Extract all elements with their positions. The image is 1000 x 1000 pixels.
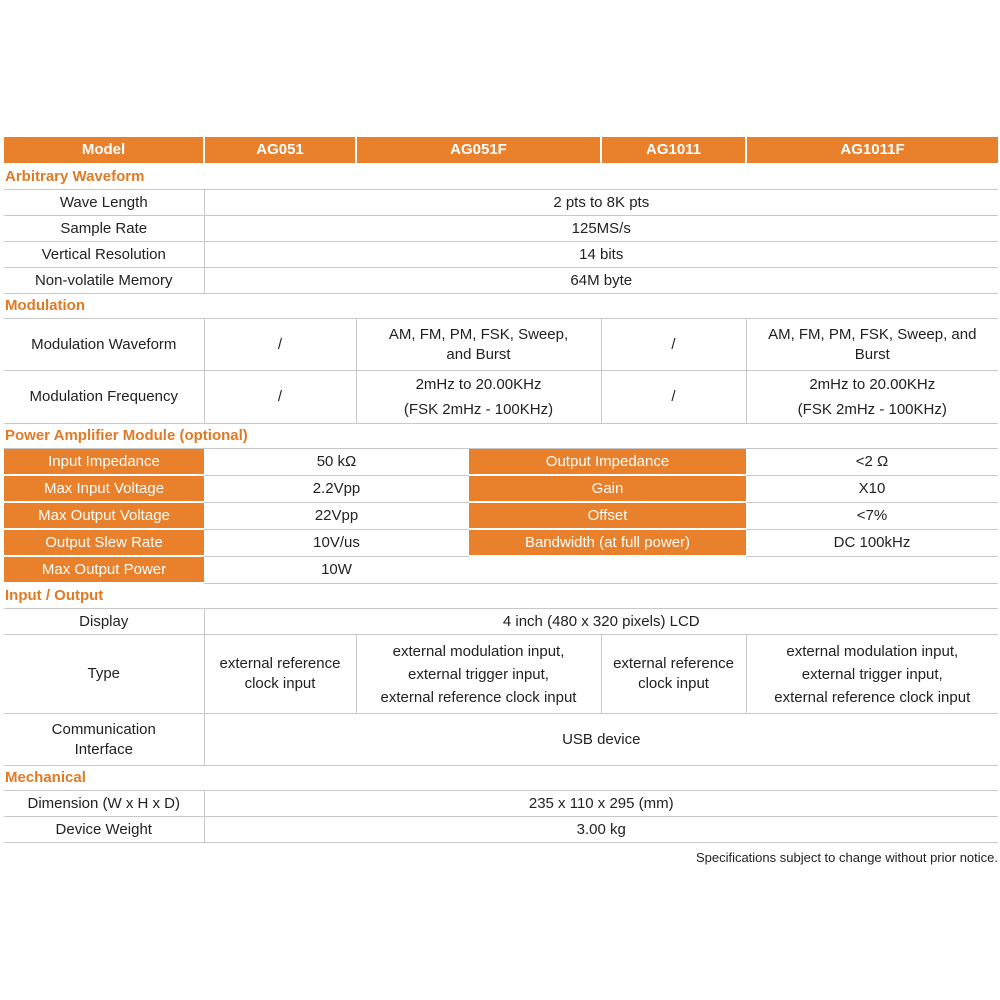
ag1011-value: /	[601, 319, 746, 371]
header-model: Model	[4, 137, 204, 164]
row-label: Modulation Waveform	[4, 319, 204, 371]
table-row	[4, 319, 998, 371]
value-line: external reference	[219, 655, 341, 672]
spec-label: Max Input Voltage	[4, 475, 204, 502]
row-label: Dimension (W x H x D)	[4, 791, 204, 817]
row-label: Modulation Frequency	[4, 371, 204, 424]
table-row	[4, 242, 998, 268]
spec-label: Max Output Power	[4, 556, 204, 583]
ag051f-value	[356, 371, 601, 424]
row-label: Type	[4, 635, 204, 714]
header-ag051f: AG051F	[356, 137, 601, 164]
value-line: 2mHz to 20.00KHz	[809, 376, 936, 393]
table-row	[4, 371, 998, 424]
ag051-value: /	[204, 319, 356, 371]
header-ag1011f: AG1011F	[746, 137, 998, 164]
ag1011-value	[601, 635, 746, 714]
section-io	[4, 583, 998, 609]
value-line: external reference	[613, 655, 734, 672]
ag051f-value	[356, 319, 601, 371]
row-label: Display	[4, 609, 204, 635]
ag1011f-value	[746, 635, 998, 714]
table-row	[4, 190, 998, 216]
row-value: 235 x 110 x 295 (mm)	[204, 791, 998, 817]
table-row	[4, 556, 998, 583]
spec-value: 2.2Vpp	[204, 475, 469, 502]
row-label	[4, 714, 204, 766]
table-row	[4, 502, 998, 529]
row-label: Vertical Resolution	[4, 242, 204, 268]
label-line: Interface	[74, 740, 133, 758]
value-line: clock input	[638, 675, 709, 692]
empty-cell	[469, 556, 998, 583]
table-row	[4, 216, 998, 242]
spec-label: Offset	[469, 502, 746, 529]
spec-value: 10W	[204, 556, 469, 583]
row-label: Sample Rate	[4, 216, 204, 242]
ag1011-value: /	[601, 371, 746, 424]
value-line: and Burst	[446, 345, 511, 363]
spec-value: 50 kΩ	[204, 449, 469, 476]
spec-label: Max Output Voltage	[4, 502, 204, 529]
row-value: USB device	[204, 714, 998, 766]
value-line: external modulation input,	[392, 642, 565, 660]
spec-label: Bandwidth (at full power)	[469, 529, 746, 556]
row-label: Device Weight	[4, 817, 204, 843]
row-value: 2 pts to 8K pts	[204, 190, 998, 216]
value-line: external reference clock input	[774, 688, 971, 706]
value-line: external trigger input,	[801, 665, 943, 683]
value-line: external trigger input,	[408, 665, 549, 683]
label-line: Communication	[51, 720, 156, 738]
section-power	[4, 424, 998, 449]
value-line: external reference clock input	[380, 688, 577, 706]
spec-value: <2 Ω	[746, 449, 998, 476]
spec-label: Output Slew Rate	[4, 529, 204, 556]
row-label: Wave Length	[4, 190, 204, 216]
ag1011f-value	[746, 319, 998, 371]
footnote: Specifications subject to change without prior notice.	[695, 850, 998, 865]
spec-value: DC 100kHz	[746, 529, 998, 556]
ag1011f-value	[746, 371, 998, 424]
ag051f-value	[356, 635, 601, 714]
table-row	[4, 268, 998, 294]
spec-value: X10	[746, 475, 998, 502]
spec-label: Output Impedance	[469, 449, 746, 476]
spec-table	[4, 137, 998, 843]
section-modulation	[4, 294, 998, 319]
ag051-value: /	[204, 371, 356, 424]
table-row	[4, 475, 998, 502]
spec-table-container	[4, 137, 998, 843]
section-title: Modulation	[4, 294, 998, 319]
value-line: external modulation input,	[786, 642, 959, 660]
table-row	[4, 714, 998, 766]
value-line: 2mHz to 20.00KHz	[415, 376, 542, 393]
ag051-value	[204, 635, 356, 714]
header-ag1011: AG1011	[601, 137, 746, 164]
row-value: 64M byte	[204, 268, 998, 294]
section-title: Mechanical	[4, 766, 998, 791]
table-row	[4, 449, 998, 476]
section-title: Input / Output	[4, 583, 998, 609]
header-ag051: AG051	[204, 137, 356, 164]
value-line: AM, FM, PM, FSK, Sweep,	[388, 325, 569, 343]
value-line: Burst	[854, 345, 890, 363]
row-value: 14 bits	[204, 242, 998, 268]
section-arbitrary	[4, 164, 998, 190]
table-row	[4, 635, 998, 714]
table-row	[4, 817, 998, 843]
value-line: clock input	[244, 675, 316, 692]
table-row	[4, 529, 998, 556]
header-row	[4, 137, 998, 164]
value-line: (FSK 2mHz - 100KHz)	[797, 401, 947, 418]
row-value: 3.00 kg	[204, 817, 998, 843]
section-title: Arbitrary Waveform	[4, 164, 998, 190]
spec-value: 22Vpp	[204, 502, 469, 529]
row-label: Non-volatile Memory	[4, 268, 204, 294]
spec-value: <7%	[746, 502, 998, 529]
row-value: 4 inch (480 x 320 pixels) LCD	[204, 609, 998, 635]
spec-label: Gain	[469, 475, 746, 502]
table-row	[4, 609, 998, 635]
spec-value: 10V/us	[204, 529, 469, 556]
table-row	[4, 791, 998, 817]
value-line: (FSK 2mHz - 100KHz)	[403, 401, 554, 418]
section-mechanical	[4, 766, 998, 791]
spec-label: Input Impedance	[4, 449, 204, 476]
row-value: 125MS/s	[204, 216, 998, 242]
section-title: Power Amplifier Module (optional)	[4, 424, 998, 449]
value-line: AM, FM, PM, FSK, Sweep, and	[768, 325, 977, 343]
